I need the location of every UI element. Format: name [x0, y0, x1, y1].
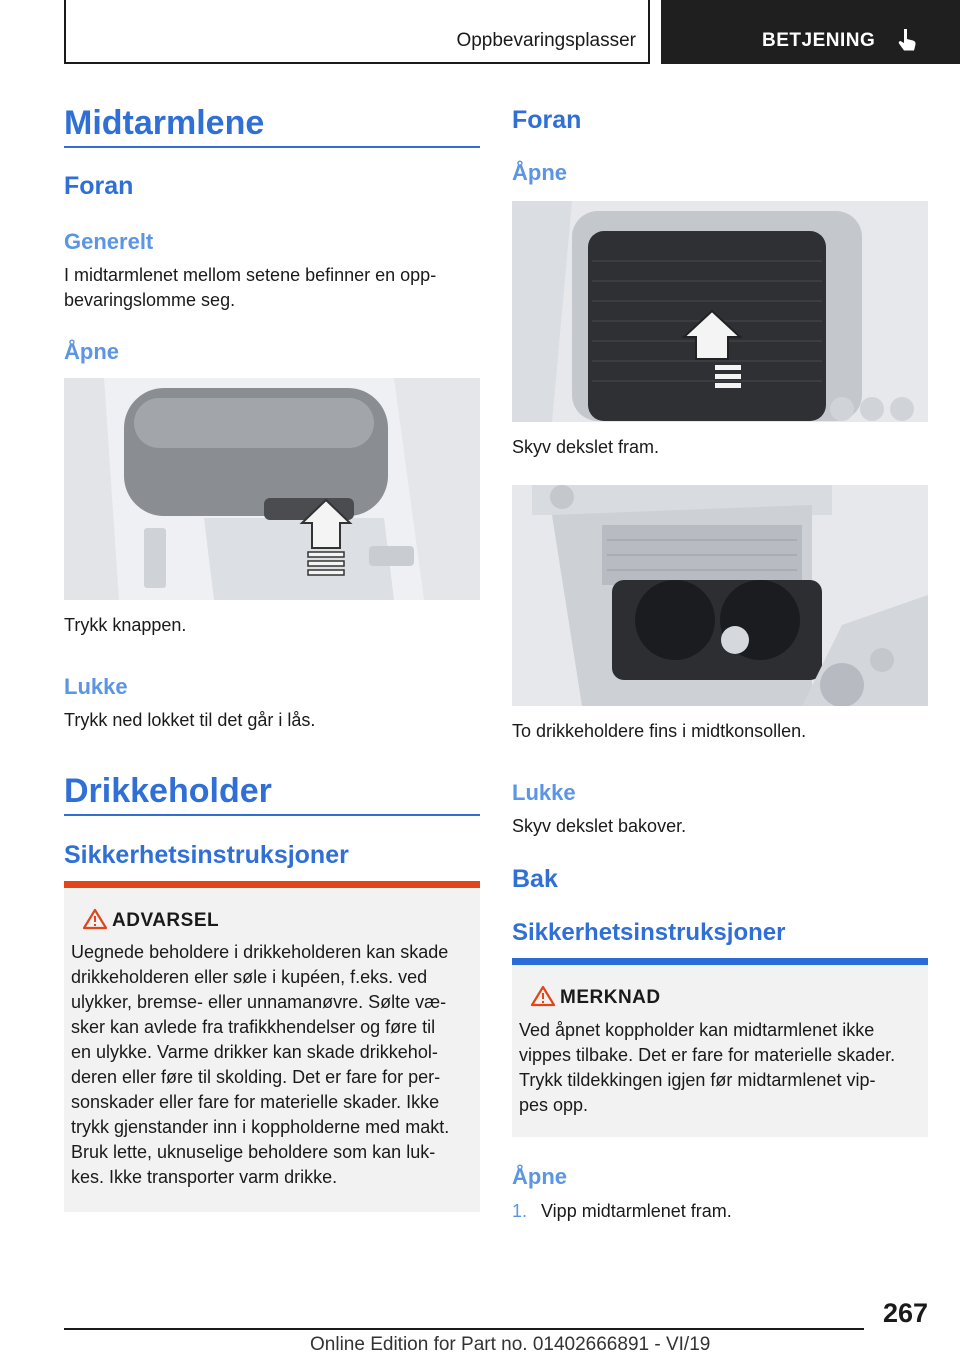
text-line: sker kan avlede fra trafikkhendelser og føre til: [71, 1017, 436, 1037]
warning-triangle-icon: [82, 908, 108, 930]
heading-bak: Bak: [512, 865, 558, 893]
heading-sikkerhetsinstruksjoner: Sikkerhetsinstruksjoner: [64, 841, 349, 869]
step-number: 1.: [512, 1201, 528, 1221]
step-text: Vipp midtarmlenet fram.: [541, 1201, 732, 1221]
lukke-text: Trykk ned lokket til det går i lås.: [64, 710, 316, 730]
warning-text: [71, 940, 481, 1190]
heading-foran: Foran: [64, 172, 134, 200]
notice-title: MERKNAD: [560, 987, 661, 1008]
footer-edition: Online Edition for Part no. 01402666891 - VI/19: [310, 1334, 711, 1355]
warning-bar: [64, 881, 480, 888]
text-line: vippes tilbake. Det er fare for materielle skader.: [519, 1045, 896, 1065]
text-line: trykk gjenstander inn i koppholderne med makt.: [71, 1117, 450, 1137]
section-title: Oppbevaringsplasser: [456, 30, 636, 51]
text-line: sonskader eller fare for materielle skader. Ikke: [71, 1092, 440, 1112]
header-divider: [648, 0, 650, 64]
text-line: Trykk tildekkingen igjen før midtarmlenet vip-: [519, 1070, 876, 1090]
heading-rule: [64, 146, 480, 148]
notice-text: [519, 1018, 929, 1118]
text-line: Ved åpnet koppholder kan midtarmlenet ikke: [519, 1020, 875, 1040]
warning-box: [64, 888, 480, 1212]
cupholder-open-photo: [512, 485, 928, 706]
caption-skyv: Skyv dekslet fram.: [512, 437, 660, 457]
text-line: bevaringslomme seg.: [64, 290, 236, 310]
text-line: Uegnede beholdere i drikkeholderen kan skade: [71, 942, 449, 962]
heading-lukke-right: Lukke: [512, 780, 576, 805]
text-line: deren eller føre til skolding. Det er fare for per-: [71, 1067, 441, 1087]
header-bottom-rule: [64, 62, 650, 64]
pointing-hand-icon: [894, 26, 922, 54]
heading-drikkeholder: Drikkeholder: [64, 772, 272, 810]
chapter-badge-label: BETJENING: [762, 30, 876, 51]
warning-title: ADVARSEL: [112, 910, 220, 931]
cupholder-cover-photo: [512, 201, 928, 422]
generelt-paragraph: [64, 263, 484, 313]
cover-illustration: [512, 201, 928, 422]
heading-generelt: Generelt: [64, 229, 154, 254]
text-line: drikkeholderen eller søle i kupéen, f.eks. ved: [71, 967, 428, 987]
text-line: I midtarmlenet mellom setene befinner en opp-: [64, 265, 437, 285]
heading-sikkerhetsinstruksjoner-right: Sikkerhetsinstruksjoner: [512, 919, 786, 946]
text-line: pes opp.: [519, 1095, 589, 1115]
notice-box: [512, 965, 928, 1137]
caption-trykk: Trykk knappen.: [64, 615, 187, 635]
heading-apne: Åpne: [64, 339, 119, 364]
lukke-text-right: Skyv dekslet bakover.: [512, 816, 687, 836]
text-line: en ulykke. Varme drikker kan skade drikkehol-: [71, 1042, 438, 1062]
caption-to: To drikkeholdere fins i midtkonsollen.: [512, 721, 807, 741]
text-line: kes. Ikke transporter varm drikke.: [71, 1167, 338, 1187]
armrest-photo: [64, 378, 480, 600]
cupholder-illustration: [512, 485, 928, 706]
text-line: ulykker, bremse- eller unnamanøvre. Sølte væ-: [71, 992, 447, 1012]
footer-rule: [64, 1328, 864, 1330]
heading-apne-bak: Åpne: [512, 1164, 567, 1189]
heading-apne-right: Åpne: [512, 160, 567, 185]
page-number: 267: [882, 1298, 928, 1328]
notice-bar: [512, 958, 928, 965]
header-left-rule: [64, 0, 66, 64]
heading-lukke: Lukke: [64, 674, 128, 699]
heading-midtarmlene: Midtarmlene: [64, 104, 265, 142]
heading-rule: [64, 814, 480, 816]
heading-foran-right: Foran: [512, 106, 582, 134]
text-line: Bruk lette, uknuselige beholdere som kan luk-: [71, 1142, 436, 1162]
armrest-illustration: [64, 378, 480, 600]
warning-triangle-icon: [530, 985, 556, 1007]
